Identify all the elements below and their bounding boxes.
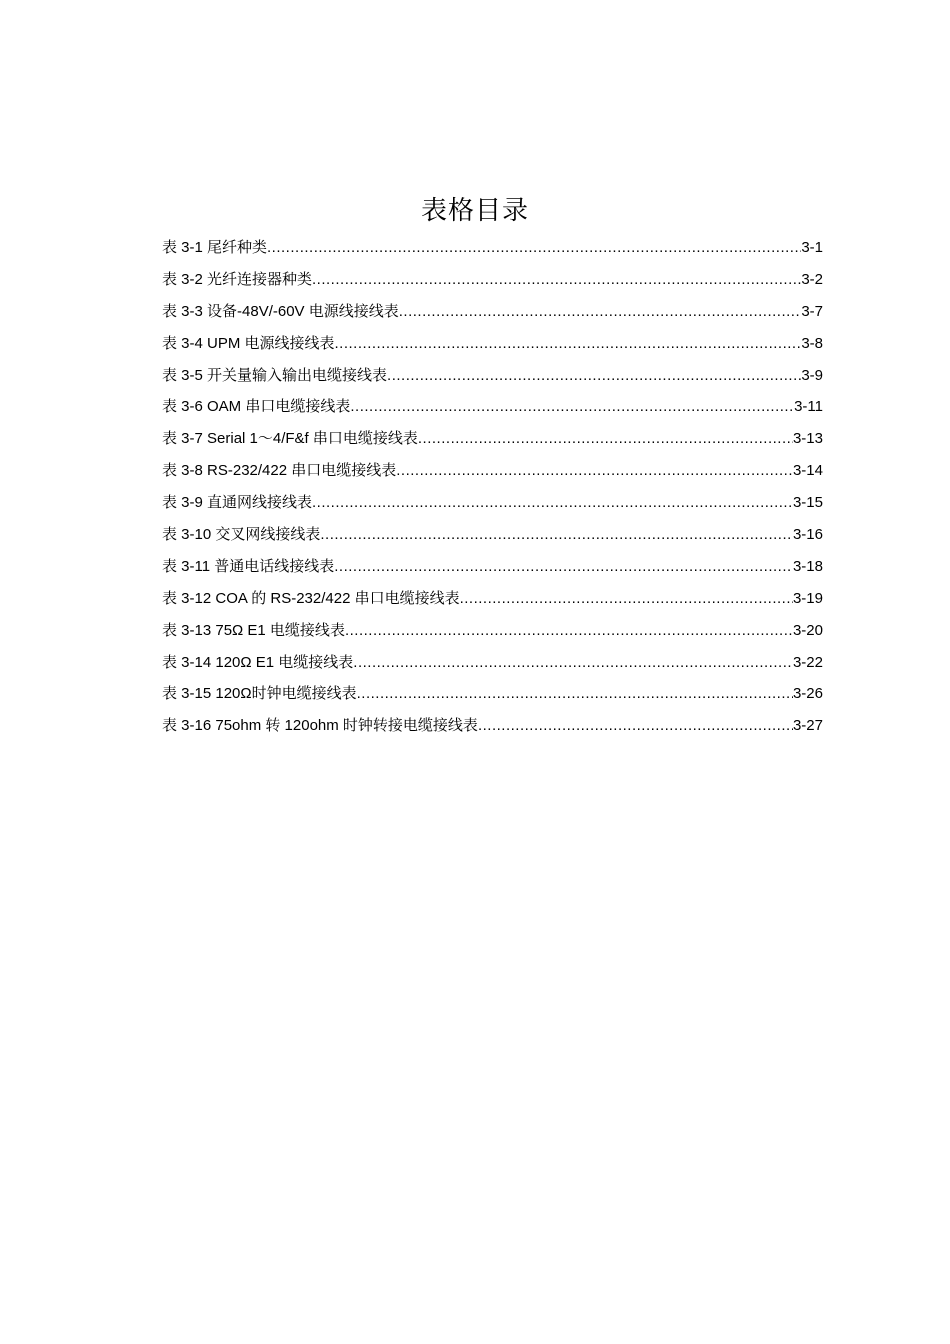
- toc-entry[interactable]: [162, 455, 823, 487]
- toc-entry-page: 3-7: [801, 302, 823, 320]
- dot-leader: [312, 487, 793, 519]
- toc-entry-page: 3-8: [801, 334, 823, 352]
- toc-entry-label: 表 3-12 COA 的 RS-232/422 串口电缆接线表: [162, 589, 460, 607]
- dot-leader: [353, 647, 793, 679]
- toc-entry-page: 3-19: [792, 589, 823, 607]
- toc-entry-label: 表 3-4 UPM 电源线接线表: [162, 334, 335, 352]
- toc-entry-label: 表 3-5 开关量输入输出电缆接线表: [162, 366, 388, 384]
- toc-entry-page: 3-18: [792, 557, 823, 575]
- page-title: 表格目录: [420, 196, 529, 227]
- toc-entry[interactable]: [162, 678, 823, 710]
- toc-entry[interactable]: [162, 264, 823, 296]
- toc-entry-label: 表 3-7 Serial 1～4/F&f 串口电缆接线表: [162, 430, 418, 448]
- dot-leader: [460, 583, 793, 615]
- toc-entry[interactable]: [162, 519, 823, 551]
- dot-leader: [478, 710, 793, 742]
- toc-entry[interactable]: [162, 551, 823, 583]
- toc-entry[interactable]: [162, 647, 823, 679]
- table-of-contents: [162, 232, 823, 742]
- toc-entry-page: 3-26: [792, 685, 823, 703]
- toc-entry[interactable]: [162, 615, 823, 647]
- toc-entry[interactable]: [162, 487, 823, 519]
- dot-leader: [345, 615, 793, 647]
- toc-entry[interactable]: [162, 296, 823, 328]
- toc-entry-page: 3-9: [801, 366, 823, 384]
- dot-leader: [396, 455, 793, 487]
- toc-entry[interactable]: [162, 710, 823, 742]
- dot-leader: [418, 423, 793, 455]
- toc-entry[interactable]: [162, 232, 823, 264]
- toc-entry-label: 表 3-6 OAM 串口电缆接线表: [162, 398, 351, 416]
- toc-entry-page: 3-15: [792, 494, 823, 512]
- toc-entry[interactable]: [162, 583, 823, 615]
- toc-entry-label: 表 3-1 尾纤种类: [162, 239, 268, 256]
- toc-entry-label: 表 3-11 普通电话线接线表: [162, 557, 335, 575]
- toc-entry-label: 表 3-3 设备-48V/-60V 电源线接线表: [162, 302, 399, 320]
- toc-entry[interactable]: [162, 328, 823, 360]
- dot-leader: [399, 296, 802, 328]
- toc-entry-page: 3-1: [801, 239, 823, 256]
- toc-entry[interactable]: [162, 391, 823, 423]
- toc-entry[interactable]: [162, 423, 823, 455]
- toc-entry-page: 3-20: [792, 621, 823, 639]
- toc-entry-page: 3-22: [792, 653, 823, 671]
- dot-leader: [334, 551, 793, 583]
- toc-entry-page: 3-11: [794, 398, 823, 416]
- dot-leader: [267, 232, 801, 264]
- dot-leader: [320, 519, 793, 551]
- toc-entry-label: 表 3-16 75ohm 转 120ohm 时钟转接电缆接线表: [162, 717, 478, 735]
- toc-entry-page: 3-13: [792, 430, 823, 448]
- toc-entry-page: 3-16: [792, 526, 823, 544]
- dot-leader: [357, 678, 793, 710]
- toc-entry-page: 3-14: [792, 462, 823, 480]
- toc-entry-label: 表 3-14 120Ω E1 电缆接线表: [162, 653, 354, 671]
- dot-leader: [335, 328, 802, 360]
- toc-entry-label: 表 3-15 120Ω时钟电缆接线表: [162, 685, 357, 703]
- dot-leader: [350, 391, 794, 423]
- toc-entry-label: 表 3-9 直通网线接线表: [162, 494, 313, 512]
- toc-entry-page: 3-2: [801, 270, 823, 288]
- toc-entry[interactable]: [162, 360, 823, 392]
- toc-entry-page: 3-27: [792, 717, 823, 735]
- dot-leader: [387, 360, 801, 392]
- toc-entry-label: 表 3-13 75Ω E1 电缆接线表: [162, 621, 345, 639]
- toc-entry-label: 表 3-2 光纤连接器种类: [162, 270, 313, 288]
- toc-entry-label: 表 3-10 交叉网线接线表: [162, 526, 321, 544]
- toc-entry-label: 表 3-8 RS-232/422 串口电缆接线表: [162, 462, 397, 480]
- dot-leader: [312, 264, 801, 296]
